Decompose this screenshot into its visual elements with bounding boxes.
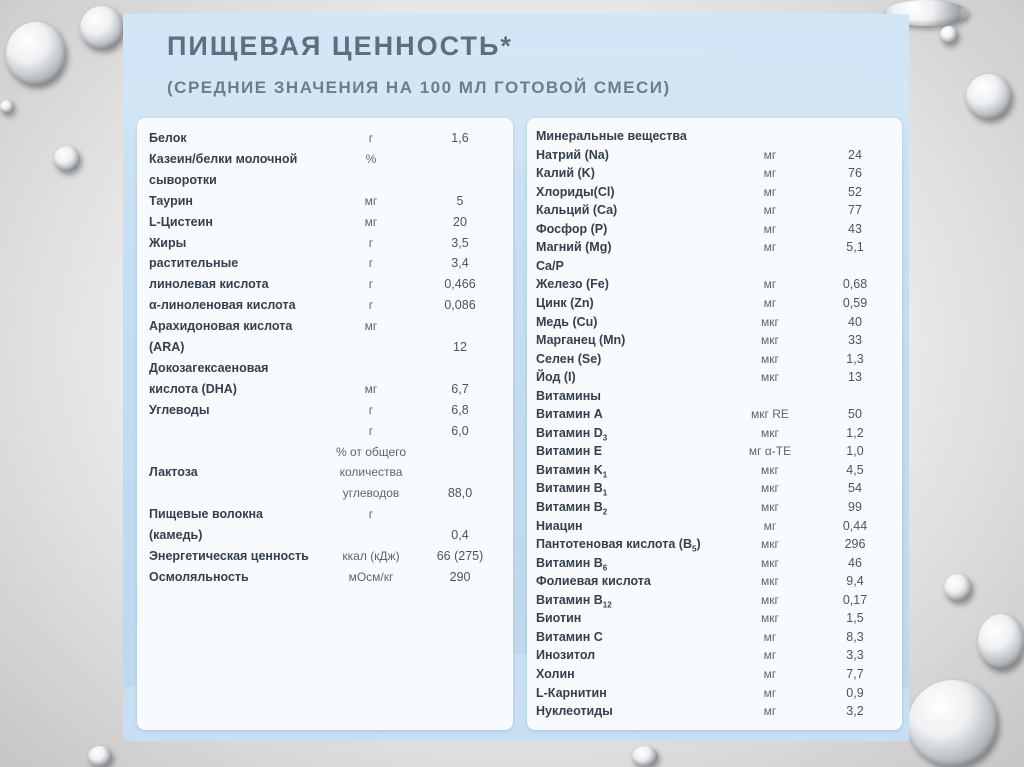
- table-row: [137, 528, 513, 548]
- row-name: Калий (K): [536, 166, 595, 181]
- water-drop-decoration: [632, 746, 658, 767]
- row-value: 50: [848, 407, 862, 422]
- row-unit: мг: [763, 518, 777, 533]
- row-name: Медь (Cu): [536, 314, 598, 329]
- row-name: растительные: [149, 256, 239, 271]
- table-row: [527, 537, 902, 555]
- table-row: [527, 277, 902, 295]
- row-value: 33: [848, 333, 862, 348]
- row-value: 5: [456, 193, 464, 208]
- table-row: [137, 424, 513, 444]
- row-value: 0,17: [842, 592, 868, 607]
- row-unit: мкг: [761, 314, 779, 329]
- row-value: 52: [848, 184, 862, 199]
- table-row: [527, 166, 902, 184]
- row-name: Осмоляльность: [149, 569, 249, 584]
- table-row: [527, 296, 902, 314]
- row-name: Биотин: [536, 611, 582, 626]
- table-row: [527, 500, 902, 518]
- row-unit: мкг: [761, 333, 779, 348]
- row-unit: г: [368, 423, 374, 438]
- table-row: [137, 507, 513, 527]
- table-row: [527, 389, 902, 407]
- table-row: [527, 667, 902, 685]
- row-name: L-Карнитин: [536, 685, 607, 700]
- row-name: Витамин A: [536, 407, 603, 422]
- row-name: Цинк (Zn): [536, 295, 594, 310]
- nutrition-table-left: [137, 118, 513, 730]
- row-name: Углеводы: [149, 402, 210, 417]
- water-drop-decoration: [908, 680, 998, 767]
- row-value: 13: [848, 370, 862, 385]
- page-title: ПИЩЕВАЯ ЦЕННОСТЬ*: [167, 31, 513, 61]
- row-name: Инозитол: [536, 648, 596, 663]
- row-name: Ca/P: [536, 258, 564, 273]
- row-value: 4,5: [846, 462, 864, 477]
- water-drop-decoration: [0, 100, 14, 114]
- row-name: линолевая кислота: [149, 277, 269, 292]
- table-row: [527, 574, 902, 592]
- water-drop-decoration: [966, 74, 1012, 120]
- row-unit: мг α-TE: [748, 444, 792, 459]
- table-row: [137, 403, 513, 423]
- row-value: 290: [449, 569, 471, 584]
- table-row: [137, 298, 513, 318]
- row-value: 1,3: [846, 351, 864, 366]
- row-unit: мкг: [761, 537, 779, 552]
- row-name: Витамин $B_{12}$: [536, 592, 612, 610]
- table-row: [137, 194, 513, 214]
- row-name: Лактоза: [149, 465, 198, 480]
- row-value: 3,4: [451, 256, 469, 271]
- table-row: [527, 203, 902, 221]
- table-row: [527, 611, 902, 629]
- table-row: [527, 481, 902, 499]
- table-row: [527, 686, 902, 704]
- row-unit: мг: [763, 240, 777, 255]
- table-row: [137, 256, 513, 276]
- row-unit: % от общего: [336, 444, 406, 459]
- row-name: Арахидоновая кислота: [149, 319, 293, 334]
- row-name: Витамин $B_6$: [536, 555, 608, 573]
- row-unit: мг: [364, 319, 378, 334]
- table-row: [527, 407, 902, 425]
- table-row: [137, 173, 513, 193]
- table-row: [137, 382, 513, 402]
- row-value: 1,2: [846, 425, 864, 440]
- table-row: [527, 426, 902, 444]
- row-value: 99: [848, 500, 862, 514]
- table-row: [527, 463, 902, 481]
- row-unit: мкг: [761, 425, 779, 440]
- row-value: 46: [848, 555, 862, 570]
- row-unit: г: [368, 235, 374, 250]
- row-name: кислота (DHA): [149, 381, 237, 396]
- table-row: [527, 648, 902, 666]
- row-unit: мкг: [761, 370, 779, 385]
- table-row: [527, 129, 902, 147]
- row-name-subscript: 12: [602, 600, 612, 610]
- table-row: [527, 315, 902, 333]
- row-name-subscript: 5: [692, 544, 697, 554]
- row-value: 3,5: [451, 235, 469, 250]
- row-name: Холин: [536, 666, 575, 681]
- row-name: Пищевые волокна: [149, 507, 263, 522]
- row-name: Витамин $K_1$: [536, 462, 608, 480]
- table-row: [527, 519, 902, 537]
- row-unit: углеводов: [342, 486, 400, 501]
- row-value: 43: [848, 221, 862, 236]
- row-name: Витамин E: [536, 444, 603, 459]
- row-unit: г: [368, 402, 374, 417]
- row-unit: мг: [763, 221, 777, 236]
- row-unit: ккал (кДж): [342, 549, 400, 563]
- table-row: [137, 549, 513, 569]
- row-value: 40: [848, 314, 862, 329]
- table-row: [137, 152, 513, 172]
- row-value: 9,4: [846, 574, 864, 589]
- row-unit: мг: [364, 214, 378, 229]
- table-row: [137, 131, 513, 151]
- row-unit: мг: [763, 629, 777, 644]
- row-name: Селен (Se): [536, 351, 602, 366]
- water-drop-decoration: [54, 146, 80, 172]
- row-value: 0,086: [444, 298, 476, 313]
- row-unit: мг: [763, 648, 777, 663]
- row-name: Хлориды(Cl): [536, 184, 615, 199]
- row-unit: г: [368, 131, 374, 145]
- row-name: Йод (I): [536, 370, 576, 385]
- row-value: 0,4: [451, 528, 469, 543]
- row-name-subscript: 2: [602, 507, 608, 517]
- row-name-subscript: 6: [602, 563, 608, 573]
- row-name: Нуклеотиды: [536, 704, 613, 719]
- row-unit: мОсм/кг: [348, 569, 394, 584]
- row-value: 77: [848, 203, 862, 218]
- row-name: Магний (Mg): [536, 240, 612, 255]
- row-value: 0,44: [842, 518, 868, 533]
- row-name: сыворотки: [149, 172, 217, 187]
- page-subtitle: (СРЕДНИЕ ЗНАЧЕНИЯ НА 100 МЛ ГОТОВОЙ СМЕСИ): [167, 78, 671, 97]
- row-name: Ниацин: [536, 518, 583, 533]
- row-unit: мкг: [761, 555, 779, 570]
- row-unit: мкг: [761, 592, 779, 607]
- table-row: [137, 465, 513, 485]
- water-drop-decoration: [80, 6, 124, 50]
- water-drop-decoration: [6, 22, 66, 86]
- table-row: [137, 486, 513, 506]
- row-unit: мкг: [761, 462, 779, 477]
- table-row: [527, 148, 902, 166]
- row-name: Витамин C: [536, 629, 603, 644]
- table-row: [527, 630, 902, 648]
- table-row: [527, 222, 902, 240]
- row-unit: мг: [763, 147, 777, 162]
- row-unit: мг: [763, 704, 777, 719]
- row-unit: мг: [364, 381, 378, 396]
- row-name: α-линоленовая кислота: [149, 298, 296, 313]
- row-value: 0,68: [842, 277, 868, 292]
- row-value: 12: [453, 340, 467, 354]
- row-value: 0,59: [842, 295, 868, 310]
- row-name: Жиры: [149, 235, 187, 250]
- table-row: [137, 236, 513, 256]
- table-row: [527, 352, 902, 370]
- table-row: [527, 444, 902, 462]
- row-name: Минеральные вещества: [536, 129, 687, 143]
- row-name: Белок: [149, 131, 187, 145]
- table-row: [527, 370, 902, 388]
- table-row: [527, 704, 902, 722]
- row-unit: мкг: [761, 500, 779, 514]
- nutrition-table-right: [527, 118, 902, 730]
- row-name: Кальций (Ca): [536, 203, 618, 218]
- row-unit: г: [368, 507, 374, 522]
- row-name: Пантотеновая кислота $(B_5)$: [536, 537, 701, 554]
- row-value: 7,7: [846, 666, 864, 681]
- row-unit: мг: [763, 295, 777, 310]
- row-name: Марганец (Mn): [536, 333, 626, 348]
- table-row: [137, 277, 513, 297]
- row-value: 54: [848, 481, 862, 496]
- row-value: 8,3: [846, 629, 864, 644]
- table-row: [137, 340, 513, 360]
- row-unit: мкг: [761, 574, 779, 589]
- row-unit: мкг: [761, 611, 779, 626]
- row-unit: мг: [763, 203, 777, 218]
- row-unit: мг: [763, 666, 777, 681]
- row-value: 1,5: [846, 611, 864, 626]
- row-unit: мкг RE: [751, 407, 789, 422]
- water-drop-decoration: [978, 614, 1024, 670]
- row-unit: мг: [763, 184, 777, 199]
- row-name: Таурин: [149, 193, 193, 208]
- water-drop-decoration: [940, 26, 958, 44]
- table-row: [527, 259, 902, 277]
- table-row: [137, 215, 513, 235]
- row-value: 0,466: [444, 277, 476, 292]
- row-value: 24: [848, 147, 862, 162]
- row-unit: г: [368, 256, 374, 271]
- nutrition-panel: [123, 14, 909, 741]
- row-unit: мг: [763, 277, 777, 292]
- row-value: 66 (275): [436, 549, 484, 563]
- row-name: Натрий (Na): [536, 147, 609, 162]
- row-name-subscript: 1: [602, 488, 608, 498]
- row-unit: мкг: [761, 481, 779, 496]
- table-row: [527, 556, 902, 574]
- table-row: [137, 319, 513, 339]
- table-row: [527, 333, 902, 351]
- row-name: Витамин $D_3$: [536, 425, 608, 443]
- row-name: Фолиевая кислота: [536, 574, 651, 589]
- row-value: 1,6: [451, 131, 469, 145]
- row-unit: мг: [763, 166, 777, 181]
- table-row: [527, 240, 902, 258]
- row-value: 6,0: [451, 423, 469, 438]
- row-name: Витамин $B_2$: [536, 500, 608, 517]
- row-name: Казеин/белки молочной: [149, 151, 298, 166]
- row-name: Витамин $B_1$: [536, 481, 608, 498]
- row-unit: мг: [364, 193, 378, 208]
- row-unit: г: [368, 298, 374, 313]
- row-value: 0,9: [846, 685, 864, 700]
- row-value: 296: [844, 537, 866, 552]
- table-row: [137, 445, 513, 465]
- row-name: Докозагексаеновая: [149, 360, 269, 375]
- table-row: [137, 570, 513, 590]
- row-name-subscript: 3: [602, 433, 608, 443]
- water-drop-decoration: [88, 746, 112, 767]
- row-value: 6,7: [451, 381, 469, 396]
- row-unit: %: [365, 151, 377, 166]
- row-value: 76: [848, 166, 862, 181]
- row-value: 3,3: [846, 648, 864, 663]
- row-unit: г: [368, 277, 374, 292]
- row-name: L-Цистеин: [149, 214, 213, 229]
- row-unit: количества: [339, 465, 403, 480]
- row-value: 6,8: [451, 402, 469, 417]
- water-drop-decoration: [944, 574, 972, 602]
- row-name: Железо (Fe): [536, 277, 609, 292]
- row-value: 20: [453, 214, 467, 229]
- row-name: Энергетическая ценность: [149, 549, 309, 563]
- row-name: (камедь): [149, 528, 203, 543]
- row-unit: мкг: [761, 351, 779, 366]
- row-name: Витамины: [536, 388, 601, 403]
- row-value: 88,0: [447, 486, 473, 501]
- row-value: 1,0: [846, 444, 864, 459]
- row-name: (ARA): [149, 340, 185, 354]
- row-unit: мг: [763, 685, 777, 700]
- row-value: 5,1: [846, 240, 864, 255]
- row-value: 3,2: [846, 704, 864, 719]
- table-row: [527, 185, 902, 203]
- table-row: [137, 361, 513, 381]
- row-name: Фосфор (P): [536, 221, 608, 236]
- table-row: [527, 593, 902, 611]
- row-name-subscript: 1: [602, 470, 608, 480]
